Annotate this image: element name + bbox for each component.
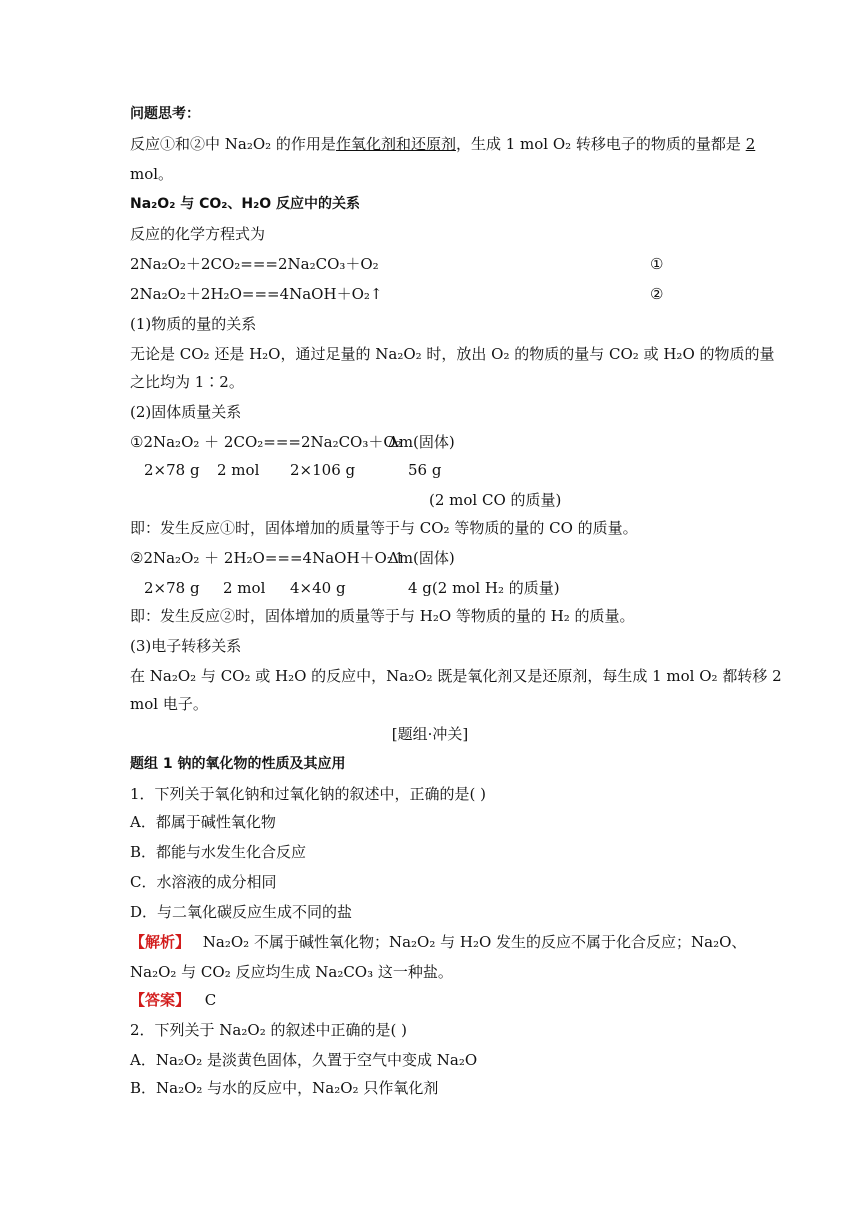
- analysis-text-1: Na₂O₂ 不属于碱性氧化物；Na₂O₂ 与 H₂O 发生的反应不属于化合反应；Na₂O、: [202, 933, 747, 951]
- equation-2: 2Na₂O₂＋2H₂O===4NaOH＋O₂↑: [130, 285, 383, 303]
- answer-label: 【答案】: [130, 991, 191, 1009]
- question-1-option-b: B．都能与水发生化合反应: [130, 843, 307, 861]
- analysis-text-2: Na₂O₂ 与 CO₂ 反应均生成 Na₂CO₃ 这一种盐。: [130, 963, 453, 981]
- think-underlined-answer: 作氧化剂和还原剂: [335, 135, 456, 153]
- exercise-section-heading: [题组·冲关]: [391, 725, 469, 743]
- reaction-2-equation: ②2Na₂O₂ ＋ 2H₂O===4NaOH＋O₂↑: [130, 549, 406, 567]
- think-line-2: mol。: [130, 165, 174, 183]
- reaction-1-mass-a: 2×78 g: [144, 461, 200, 479]
- reaction-1-delta-m: Δm(固体): [388, 433, 455, 451]
- reaction-2-mass-d: 4 g(2 mol H₂ 的质量): [408, 579, 560, 597]
- think-line-1: [130, 134, 755, 154]
- reaction-1-mass-c: 2×106 g: [290, 461, 356, 479]
- analysis-label: 【解析】: [130, 933, 191, 951]
- group-title: 题组 1 钠的氧化物的性质及其应用: [130, 756, 346, 772]
- equation-1-mark: ①: [650, 255, 664, 273]
- question-1-option-c: C．水溶液的成分相同: [130, 873, 277, 891]
- reaction-1-conclusion: 即：发生反应①时，固体增加的质量等于与 CO₂ 等物质的量的 CO 的质量。: [130, 519, 638, 537]
- equation-intro: 反应的化学方程式为: [130, 225, 266, 243]
- reaction-1-equation: ①2Na₂O₂ ＋ 2CO₂===2Na₂CO₃＋O₂: [130, 433, 402, 451]
- reaction-2-delta-m: Δm(固体): [388, 549, 455, 567]
- question-1-answer: [130, 990, 216, 1010]
- section-3-line-1: 在 Na₂O₂ 与 CO₂ 或 H₂O 的反应中，Na₂O₂ 既是氧化剂又是还原剂，每生成 1 mol O₂ 都转移 2: [130, 667, 782, 685]
- answer-value: C: [204, 991, 217, 1009]
- reaction-1-note: (2 mol CO 的质量): [429, 491, 562, 509]
- question-1-option-d: D．与二氧化碳反应生成不同的盐: [130, 903, 353, 921]
- reaction-2-mass-c: 4×40 g: [290, 579, 346, 597]
- question-1-stem: 1．下列关于氧化钠和过氧化钠的叙述中，正确的是( ): [130, 785, 487, 803]
- question-2-stem: 2．下列关于 Na₂O₂ 的叙述中正确的是( ): [130, 1021, 407, 1039]
- reaction-1-mass-b: 2 mol: [217, 461, 260, 479]
- section-3-line-2: mol 电子。: [130, 695, 208, 713]
- section-1-title: (1)物质的量的关系: [130, 315, 257, 333]
- equation-2-mark: ②: [650, 285, 664, 303]
- section-3-title: (3)电子转移关系: [130, 637, 242, 655]
- section-1-line-2: 之比均为 1∶2。: [130, 373, 244, 391]
- reaction-2-mass-a: 2×78 g: [144, 579, 200, 597]
- reaction-2-conclusion: 即：发生反应②时，固体增加的质量等于与 H₂O 等物质的量的 H₂ 的质量。: [130, 607, 635, 625]
- think-text-a: 反应①和②中 Na₂O₂ 的作用是: [130, 135, 336, 153]
- question-2-option-b: B．Na₂O₂ 与水的反应中，Na₂O₂ 只作氧化剂: [130, 1079, 439, 1097]
- equation-1: 2Na₂O₂＋2CO₂===2Na₂CO₃＋O₂: [130, 255, 379, 273]
- section-1-line-1: 无论是 CO₂ 还是 H₂O，通过足量的 Na₂O₂ 时，放出 O₂ 的物质的量与 CO₂ 或 H₂O 的物质的量: [130, 345, 775, 363]
- think-title: 问题思考：: [130, 106, 200, 122]
- question-2-option-a: A．Na₂O₂ 是淡黄色固体，久置于空气中变成 Na₂O: [130, 1051, 478, 1069]
- relation-title: Na₂O₂ 与 CO₂、H₂O 反应中的关系: [130, 196, 361, 212]
- section-2-title: (2)固体质量关系: [130, 403, 242, 421]
- question-1-analysis: [130, 932, 746, 952]
- question-1-option-a: A．都属于碱性氧化物: [130, 813, 276, 831]
- think-text-b: ，生成 1 mol O₂ 转移电子的物质的量都是: [455, 135, 746, 153]
- reaction-1-mass-d: 56 g: [408, 461, 442, 479]
- reaction-2-mass-b: 2 mol: [223, 579, 266, 597]
- think-underlined-number: 2: [745, 135, 756, 153]
